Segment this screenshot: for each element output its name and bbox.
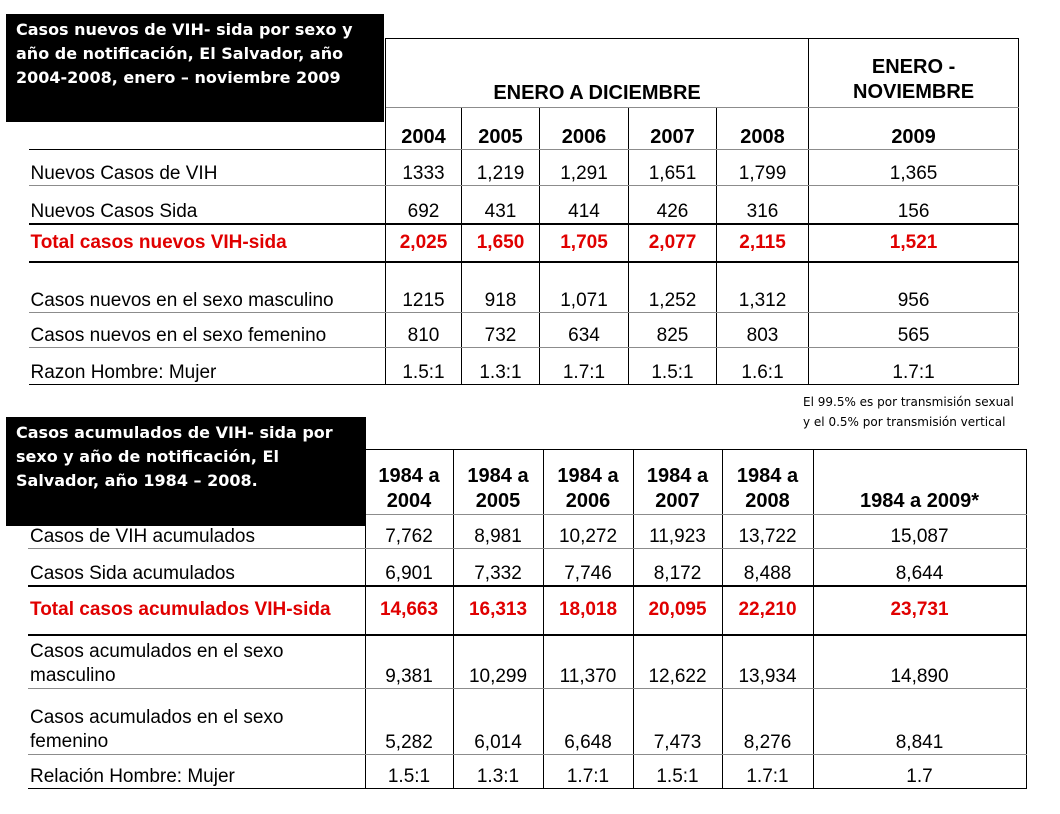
table-row xyxy=(28,755,1026,789)
table-row xyxy=(29,313,1019,348)
cell-value: 7,762 xyxy=(365,515,453,549)
cell-value: 10,299 xyxy=(453,635,543,689)
cell-value: 1,521 xyxy=(809,224,1019,262)
row-label: Casos Sida acumulados xyxy=(28,549,365,586)
cell-value: 1,252 xyxy=(629,262,717,313)
cell-value: 8,644 xyxy=(813,549,1026,586)
cell-value: 15,087 xyxy=(813,515,1026,549)
year-header: 2006 xyxy=(540,108,629,150)
year-header: 2005 xyxy=(462,108,540,150)
cell-value: 1.3:1 xyxy=(453,755,543,789)
cell-value: 2,025 xyxy=(386,224,462,262)
cell-value: 1333 xyxy=(386,150,462,186)
cell-value: 1215 xyxy=(386,262,462,313)
row-label: Nuevos Casos Sida xyxy=(29,186,386,224)
table1-title: Casos nuevos de VIH- sida por sexo y año de notificación, El Salvador, año 2004-2008, enero – noviembre 2009 xyxy=(6,14,384,122)
row-label: Total casos nuevos VIH-sida xyxy=(29,224,386,262)
cell-value: 1.3:1 xyxy=(462,348,540,385)
row-label: Casos nuevos en el sexo femenino xyxy=(29,313,386,348)
total-row xyxy=(28,586,1026,635)
cell-value: 414 xyxy=(540,186,629,224)
cell-value: 13,934 xyxy=(722,635,813,689)
cell-value: 23,731 xyxy=(813,586,1026,635)
row-label: Casos acumulados en el sexo masculino xyxy=(28,635,365,689)
period-header: 1984 a 2006 xyxy=(543,450,633,515)
cell-value: 7,473 xyxy=(633,689,722,755)
table-row xyxy=(29,186,1019,224)
table2-title: Casos acumulados de VIH- sida por sexo y año de notificación, El Salvador, año 1984 – 2008. xyxy=(6,417,366,526)
cell-value: 8,172 xyxy=(633,549,722,586)
cell-value: 5,282 xyxy=(365,689,453,755)
cell-value: 634 xyxy=(540,313,629,348)
cell-value: 14,890 xyxy=(813,635,1026,689)
row-label: Nuevos Casos de VIH xyxy=(29,150,386,186)
cell-value: 1,071 xyxy=(540,262,629,313)
cell-value: 16,313 xyxy=(453,586,543,635)
row-label: Total casos acumulados VIH-sida xyxy=(28,586,365,635)
cell-value: 8,981 xyxy=(453,515,543,549)
row-label: Casos acumulados en el sexo femenino xyxy=(28,689,365,755)
cell-value: 316 xyxy=(717,186,809,224)
group-header-jan-nov: ENERO - NOVIEMBRE xyxy=(809,39,1019,108)
cell-value: 803 xyxy=(717,313,809,348)
cell-value: 431 xyxy=(462,186,540,224)
cell-value: 1,651 xyxy=(629,150,717,186)
cell-value: 1.6:1 xyxy=(717,348,809,385)
cell-value: 956 xyxy=(809,262,1019,313)
cell-value: 1.5:1 xyxy=(386,348,462,385)
cell-value: 13,722 xyxy=(722,515,813,549)
cell-value: 8,488 xyxy=(722,549,813,586)
cell-value: 1.5:1 xyxy=(633,755,722,789)
cell-value: 1,291 xyxy=(540,150,629,186)
cell-value: 7,332 xyxy=(453,549,543,586)
row-label: Relación Hombre: Mujer xyxy=(28,755,365,789)
cell-value: 12,622 xyxy=(633,635,722,689)
cell-value: 11,923 xyxy=(633,515,722,549)
cell-value: 22,210 xyxy=(722,586,813,635)
cell-value: 2,115 xyxy=(717,224,809,262)
note-line: y el 0.5% por transmisión vertical xyxy=(803,415,1006,429)
cell-value: 810 xyxy=(386,313,462,348)
cell-value: 6,901 xyxy=(365,549,453,586)
cell-value: 8,841 xyxy=(813,689,1026,755)
cell-value: 1,365 xyxy=(809,150,1019,186)
cell-value: 426 xyxy=(629,186,717,224)
table-row xyxy=(29,150,1019,186)
period-header: 1984 a 2007 xyxy=(633,450,722,515)
year-header: 2007 xyxy=(629,108,717,150)
group-header-jan-dec: ENERO A DICIEMBRE xyxy=(386,39,809,108)
cell-value: 6,648 xyxy=(543,689,633,755)
row-label: Casos de VIH acumulados xyxy=(28,515,365,549)
cell-value: 1.7 xyxy=(813,755,1026,789)
table-row xyxy=(28,635,1026,689)
year-header: 2008 xyxy=(717,108,809,150)
table-row xyxy=(28,689,1026,755)
total-row xyxy=(29,224,1019,262)
year-header: 2009 xyxy=(809,108,1019,150)
table-row xyxy=(29,262,1019,313)
cell-value: 9,381 xyxy=(365,635,453,689)
cell-value: 565 xyxy=(809,313,1019,348)
row-label: Casos nuevos en el sexo masculino xyxy=(29,262,386,313)
cell-value: 18,018 xyxy=(543,586,633,635)
cell-value: 20,095 xyxy=(633,586,722,635)
cell-value: 1,799 xyxy=(717,150,809,186)
period-header: 1984 a 2009* xyxy=(813,450,1026,515)
table-row xyxy=(28,549,1026,586)
cell-value: 14,663 xyxy=(365,586,453,635)
cell-value: 10,272 xyxy=(543,515,633,549)
cell-value: 1.7:1 xyxy=(809,348,1019,385)
cell-value: 1,219 xyxy=(462,150,540,186)
period-header: 1984 a 2008 xyxy=(722,450,813,515)
row-label: Razon Hombre: Mujer xyxy=(29,348,386,385)
cell-value: 7,746 xyxy=(543,549,633,586)
cell-value: 918 xyxy=(462,262,540,313)
cell-value: 1.7:1 xyxy=(722,755,813,789)
cell-value: 1.5:1 xyxy=(365,755,453,789)
period-header: 1984 a 2005 xyxy=(453,450,543,515)
transmission-note xyxy=(803,392,1014,432)
cell-value: 8,276 xyxy=(722,689,813,755)
cell-value: 692 xyxy=(386,186,462,224)
period-header: 1984 a 2004 xyxy=(365,450,453,515)
cell-value: 1,705 xyxy=(540,224,629,262)
cell-value: 1,312 xyxy=(717,262,809,313)
year-header: 2004 xyxy=(386,108,462,150)
cell-value: 1.5:1 xyxy=(629,348,717,385)
cell-value: 1.7:1 xyxy=(540,348,629,385)
table-row xyxy=(29,348,1019,385)
cell-value: 1.7:1 xyxy=(543,755,633,789)
cell-value: 6,014 xyxy=(453,689,543,755)
cell-value: 1,650 xyxy=(462,224,540,262)
note-line: El 99.5% es por transmisión sexual xyxy=(803,395,1014,409)
cell-value: 732 xyxy=(462,313,540,348)
cell-value: 2,077 xyxy=(629,224,717,262)
cell-value: 825 xyxy=(629,313,717,348)
cell-value: 11,370 xyxy=(543,635,633,689)
cell-value: 156 xyxy=(809,186,1019,224)
